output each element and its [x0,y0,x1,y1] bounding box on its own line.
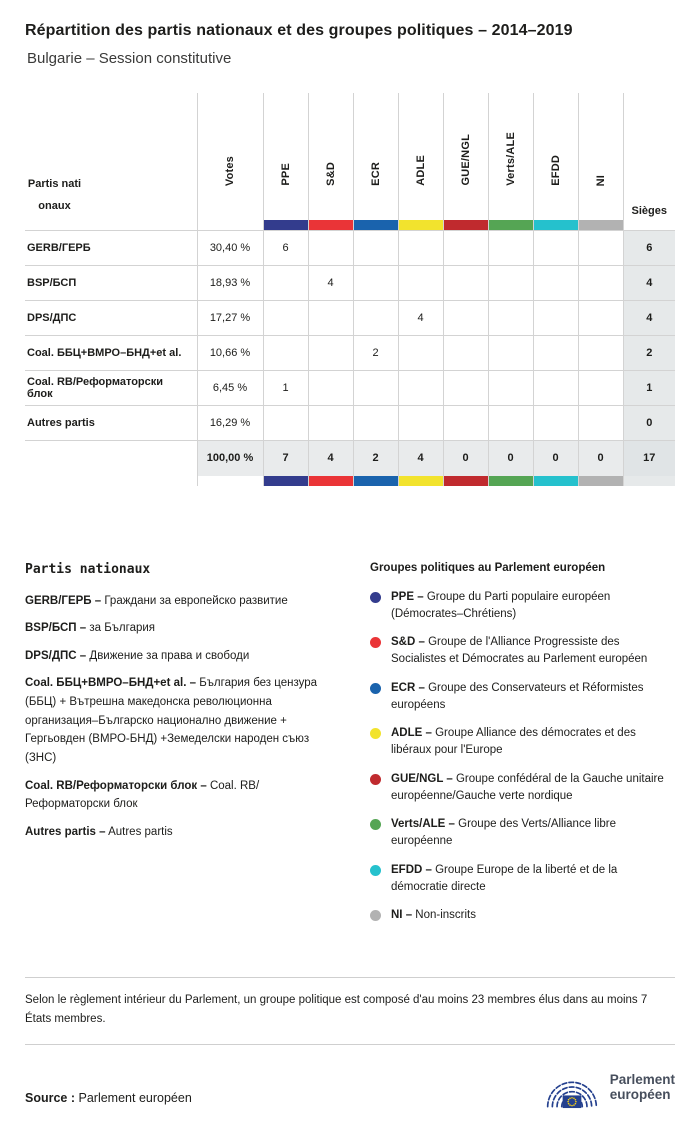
sieges-cell: 1 [623,371,675,406]
group-color-bar [579,220,623,230]
sieges-column-header [623,93,675,231]
logo-wordmark: Parlement européen [609,1071,675,1103]
seat-cell [308,406,353,441]
legend-section [25,562,675,936]
seat-cell [443,406,488,441]
table-header-row [25,93,675,231]
group-column-header-sd [308,93,353,231]
votes-cell: 6,45 % [197,371,263,406]
hemicycle-flag-icon [543,1065,601,1109]
results-table [25,93,675,486]
seat-cell [398,336,443,371]
group-column-header-guengl [443,93,488,231]
seat-cell: 4 [398,301,443,336]
table-row [25,406,675,441]
group-column-label: Verts/ALE [504,132,517,186]
seat-cell [353,371,398,406]
seat-cell [578,336,623,371]
legend-group-item: NI – Non-inscrits [370,907,675,924]
seat-cell [578,231,623,266]
group-color-bar [534,476,578,486]
seat-cell [578,301,623,336]
sieges-cell: 2 [623,336,675,371]
legend-party-item: Coal. ББЦ+ВМРО–БНД+et al. – България без цензура (ББЦ) + Вътрешна македонска революционна организация–Българско национално движение + Гергьовден (ВМРО-БНД) +Земеделски народен съюз (ЗНС) [25,677,318,764]
seat-cell: 2 [353,336,398,371]
total-seat-cell: 4 [398,441,443,476]
footer-row [25,1045,675,1109]
total-seat-cell: 0 [488,441,533,476]
legend-group-item: EFDD – Groupe Europe de la liberté et de la démocratie directe [370,862,675,897]
seat-cell [398,371,443,406]
party-name-cell: DPS/ДПС [25,301,197,336]
total-seat-cell: 0 [443,441,488,476]
party-name-cell: BSP/БСП [25,266,197,301]
group-color-dot [370,774,381,785]
group-column-header-ppe [263,93,308,231]
legend-group-item: ADLE – Groupe Alliance des démocrates et des libéraux pour l'Europe [370,725,675,760]
legend-parties-title: Partis nationaux [25,561,151,577]
group-color-bar [399,476,443,486]
group-column-header-ecr [353,93,398,231]
party-name-cell: Coal. RB/Реформаторски блок [25,371,197,406]
legend-groups-title: Groupes politiques au Parlement européen [370,561,606,574]
seat-cell [533,301,578,336]
group-color-bar [309,220,353,230]
seat-cell [443,266,488,301]
seat-cell: 6 [263,231,308,266]
seat-cell [308,336,353,371]
seat-cell [533,406,578,441]
european-parliament-logo [543,1065,675,1109]
seat-cell [263,266,308,301]
total-seat-cell: 0 [578,441,623,476]
party-column-label: Partis nationaux [27,178,82,212]
seat-cell: 1 [263,371,308,406]
votes-column-header [197,93,263,231]
group-column-label: PPE [279,163,292,186]
group-color-dot [370,592,381,603]
sieges-cell: 0 [623,406,675,441]
seat-cell [533,336,578,371]
total-votes-cell: 100,00 % [197,441,263,476]
seat-cell [488,301,533,336]
votes-cell: 18,93 % [197,266,263,301]
group-color-dot [370,728,381,739]
group-column-label: GUE/NGL [459,134,472,186]
group-column-label: NI [594,174,607,186]
legend-party-item: DPS/ДПС – Движение за права и свободи [25,649,250,662]
seat-cell: 4 [308,266,353,301]
source-label: Source : [25,1091,76,1106]
group-column-label: ADLE [414,155,427,186]
group-color-bar [534,220,578,230]
seat-cell [353,301,398,336]
legend-parties [25,562,370,936]
group-column-header-efdd [533,93,578,231]
group-color-dot [370,683,381,694]
group-column-label: EFDD [549,155,562,186]
seat-cell [488,371,533,406]
sieges-column-label: Sièges [631,205,667,217]
group-column-header-ni [578,93,623,231]
seat-cell [308,301,353,336]
legend-group-item: GUE/NGL – Groupe confédéral de la Gauche unitaire européenne/Gauche verte nordique [370,771,675,806]
source-line [25,1091,192,1109]
seat-cell [578,266,623,301]
seat-cell [443,231,488,266]
seat-cell [488,266,533,301]
group-color-bar [264,220,308,230]
seat-cell [533,371,578,406]
group-color-dot [370,637,381,648]
legend-group-item: Verts/ALE – Groupe des Verts/Alliance libre européenne [370,816,675,851]
seat-cell [443,301,488,336]
seat-cell [398,231,443,266]
group-column-header-vertsale [488,93,533,231]
total-sieges-cell: 17 [623,441,675,476]
seat-cell [398,406,443,441]
legend-party-item: Coal. RB/Реформаторски блок – Coal. RB/Реформаторски блок [25,779,260,811]
votes-cell: 16,29 % [197,406,263,441]
seat-cell [263,336,308,371]
seat-cell [578,406,623,441]
group-color-bar [354,476,398,486]
table-row [25,336,675,371]
group-color-bar [354,220,398,230]
party-column-header [25,93,197,231]
sieges-cell: 6 [623,231,675,266]
legend-party-item: BSP/БСП – за България [25,622,156,635]
table-row [25,371,675,406]
seat-cell [443,371,488,406]
group-color-bar [444,220,488,230]
group-color-bar [399,220,443,230]
votes-column-label: Votes [224,155,236,186]
sieges-cell: 4 [623,266,675,301]
group-column-header-adle [398,93,443,231]
seat-cell [533,266,578,301]
group-column-label: ECR [369,162,382,186]
votes-cell: 10,66 % [197,336,263,371]
seat-cell [263,301,308,336]
legend-group-item: ECR – Groupe des Conservateurs et Réformistes européens [370,680,675,715]
party-name-cell: GERB/ГЕРБ [25,231,197,266]
table-row [25,301,675,336]
group-color-bar [264,476,308,486]
total-party-cell [25,441,197,476]
total-seat-cell: 7 [263,441,308,476]
votes-cell: 30,40 % [197,231,263,266]
legend-party-item: GERB/ГЕРБ – Граждани за европейско развитие [25,594,288,607]
table-row [25,231,675,266]
legend-party-item: Autres partis – Autres partis [25,825,173,838]
seat-cell [353,266,398,301]
group-color-dot [370,819,381,830]
seat-cell [488,336,533,371]
page-title: Répartition des partis nationaux et des groupes politiques – 2014–2019 [25,22,573,39]
group-color-bar [444,476,488,486]
total-seat-cell: 4 [308,441,353,476]
group-color-bar [489,220,533,230]
seat-cell [488,231,533,266]
table-row [25,266,675,301]
seat-cell [488,406,533,441]
total-row [25,441,675,476]
page-subtitle: Bulgarie – Session constitutive [27,50,232,67]
seat-cell [353,231,398,266]
group-color-bar [309,476,353,486]
group-color-bar [579,476,623,486]
footnote: Selon le règlement intérieur du Parlement, un groupe politique est composé d'au moins 23 membres élus dans au moins 7 États membres. [25,994,648,1026]
total-seat-cell: 2 [353,441,398,476]
seat-cell [308,371,353,406]
legend-group-item: S&D – Groupe de l'Alliance Progressiste des Socialistes et Démocrates au Parlement européen [370,634,675,669]
votes-cell: 17,27 % [197,301,263,336]
legend-groups [370,562,675,936]
seat-cell [533,231,578,266]
group-color-bar [489,476,533,486]
sieges-cell: 4 [623,301,675,336]
seat-cell [443,336,488,371]
group-color-dot [370,910,381,921]
group-color-dot [370,865,381,876]
seat-cell [263,406,308,441]
legend-group-item: PPE – Groupe du Parti populaire européen (Démocrates–Chrétiens) [370,589,675,624]
total-color-bars-row [25,476,675,486]
source-value: Parlement européen [78,1091,192,1106]
total-seat-cell: 0 [533,441,578,476]
seat-cell [578,371,623,406]
party-name-cell: Coal. ББЦ+ВМРО–БНД+et al. [25,336,197,371]
party-name-cell: Autres partis [25,406,197,441]
group-column-label: S&D [324,162,337,186]
seat-cell [308,231,353,266]
seat-cell [353,406,398,441]
seat-cell [398,266,443,301]
